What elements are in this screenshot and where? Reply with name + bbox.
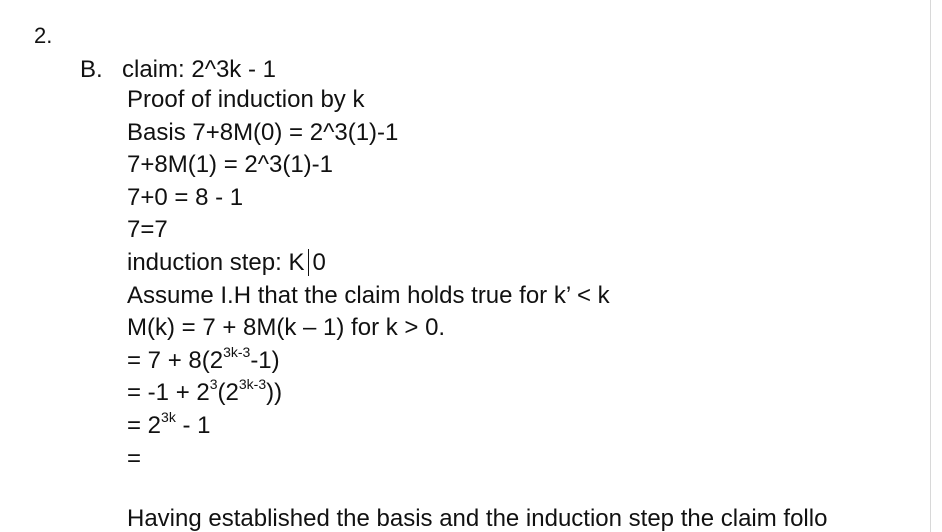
basis-step-2: 7+0 = 8 - 1 [127, 183, 244, 211]
induction-step-label: induction step: K [127, 248, 305, 276]
hypothesis-line: Assume I.H that the claim holds true for k’ < k [127, 281, 610, 309]
expansion-1-exponent: 3k-3 [223, 343, 251, 360]
expansion-3-base: = 2 [127, 411, 162, 439]
basis-step-1: 7+8M(1) = 2^3(1)-1 [127, 151, 334, 179]
expansion-line-2 [127, 378, 930, 411]
expansion-3-exponent: 3k [161, 408, 176, 425]
expansion-2-exponent-1: 3 [209, 376, 218, 393]
induction-step-line [127, 248, 930, 281]
expansion-line-1 [127, 343, 930, 379]
expansion-2-base: = -1 + 2 [127, 379, 210, 407]
expansion-2-tail: )) [266, 379, 283, 407]
expansion-2-exponent-2: 3k-3 [238, 376, 267, 393]
expansion-3-tail: - 1 [175, 411, 211, 439]
induction-step-value: 0 [312, 248, 326, 276]
basis-step-3: 7=7 [127, 216, 168, 244]
conclusion-line: Having established the basis and the induction step the claim follo [127, 505, 828, 532]
divides-bar [308, 249, 309, 276]
expansion-1-tail: -1) [250, 346, 280, 374]
expansion-line-3 [127, 408, 930, 444]
claim-text: claim: 2^3k - 1 [122, 56, 276, 83]
expansion-1-base: = 7 + 8(2 [127, 346, 224, 374]
basis-line: Basis 7+8M(0) = 2^3(1)-1 [127, 118, 399, 146]
problem-number: 2. [34, 23, 53, 48]
proof-body [127, 85, 930, 532]
recurrence-line: M(k) = 7 + 8M(k – 1) for k > 0. [127, 314, 446, 342]
part-label: B. [80, 56, 103, 83]
expansion-2-inner: (2 [217, 379, 239, 407]
equals-line: = [127, 444, 142, 472]
proof-title: Proof of induction by k [127, 86, 365, 113]
page-edge-divider [930, 0, 931, 532]
